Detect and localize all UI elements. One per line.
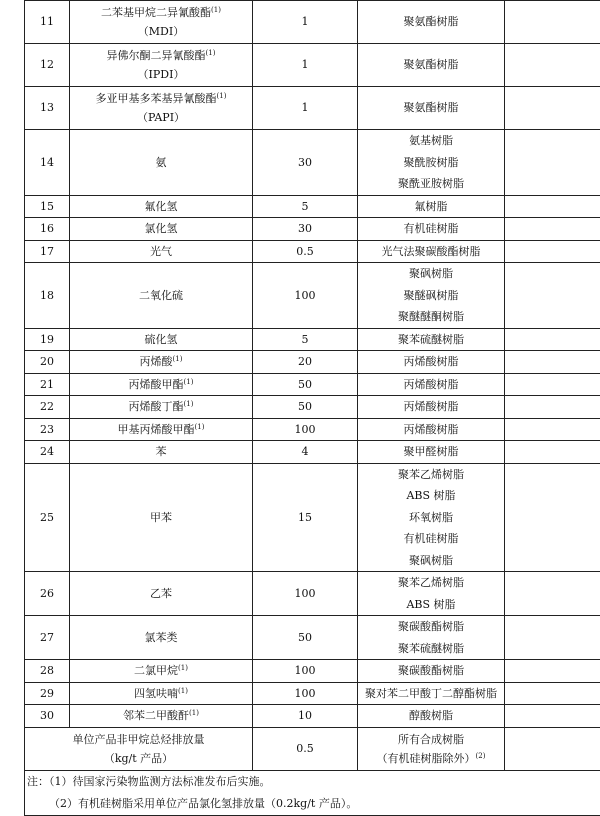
footnote-marker: (1) [184,400,194,408]
emission-limit-value: 5 [302,333,309,346]
pollutant-name-text: （PAPI） [137,111,185,124]
pollutant-name [70,87,253,130]
emission-limit [253,195,358,218]
emission-limit-value: 30 [298,156,312,169]
pollutant-name-text: 苯 [156,445,167,458]
resin-type: 丙烯酸树脂 [360,351,502,373]
row-number [25,218,70,241]
emission-limit [253,660,358,683]
pollutant-name-text: 乙苯 [150,587,172,600]
resin-type: 聚氨酯树脂 [360,97,502,119]
table-row [25,572,600,616]
table-row [25,396,600,419]
blank-cell [505,1,600,44]
blank-cell [505,572,600,616]
pollutant-name-text: （MDI） [138,25,184,38]
resin-type: ABS 树脂 [360,594,502,616]
row-number [25,463,70,572]
footnote-marker: (1) [206,49,216,57]
resin-types [358,418,505,441]
row-number-text: 21 [40,378,54,391]
resin-type: 聚酰亚胺树脂 [360,173,502,195]
resin-type: 聚砜树脂 [360,263,502,285]
resin-types [358,218,505,241]
resin-types [358,396,505,419]
row-number-text: 25 [40,511,54,524]
emission-limit [253,396,358,419]
blank-cell [505,373,600,396]
pollutant-name-line [72,329,250,351]
blank-cell [505,328,600,351]
pollutant-name [70,1,253,44]
pollutant-name-text: 光气 [150,245,172,258]
emission-limit [253,351,358,374]
resin-type: 聚苯乙烯树脂 [360,572,502,594]
pollutant-name-line [72,196,250,218]
pollutant-name-text: （IPDI） [138,68,185,81]
row-number-text: 20 [40,355,54,368]
emission-limit-value: 10 [298,709,312,722]
pollutant-name-line [72,351,250,373]
summary-label-line: 单位产品非甲烷总烃排放量 [27,730,250,749]
table-row [25,218,600,241]
row-number [25,418,70,441]
row-number-text: 29 [40,687,54,700]
pollutant-name [70,572,253,616]
pollutant-name [70,195,253,218]
table-row [25,441,600,464]
pollutant-name-line [72,3,250,22]
row-number [25,195,70,218]
row-number [25,44,70,87]
pollutant-name [70,682,253,705]
table-row [25,263,600,329]
pollutant-name-text: 丙烯酸 [140,355,173,368]
emission-limits-table [24,0,600,816]
row-number [25,616,70,660]
emission-limit [253,373,358,396]
resin-types [358,373,505,396]
row-number-text: 28 [40,664,54,677]
blank-cell [505,660,600,683]
resin-type: 丙烯酸树脂 [360,374,502,396]
row-number [25,660,70,683]
pollutant-name-text: 丙烯酸甲酯 [129,378,184,391]
resin-types [358,351,505,374]
emission-limit-value: 100 [295,289,316,302]
blank-cell [505,682,600,705]
pollutant-name [70,660,253,683]
footnote-marker: (1) [178,687,188,695]
pollutant-name [70,351,253,374]
emission-limit [253,44,358,87]
row-number-text: 22 [40,400,54,413]
pollutant-name [70,263,253,329]
emission-limit [253,418,358,441]
resin-types [358,195,505,218]
resin-types [358,660,505,683]
pollutant-name-text: 硫化氢 [145,333,178,346]
pollutant-name [70,441,253,464]
note-line: 注：（1）待国家污染物监测方法标准发布后实施。 [27,771,600,793]
emission-limit [253,130,358,196]
table-notes [25,770,600,815]
row-number [25,441,70,464]
footnote-marker: (1) [178,664,188,672]
row-number [25,328,70,351]
summary-resins [358,727,505,770]
pollutant-name-line [72,152,250,174]
row-number [25,1,70,44]
summary-resin-line [360,749,502,768]
table-row [25,660,600,683]
emission-limit-value: 5 [302,200,309,213]
table-row [25,705,600,728]
resin-type: 有机硅树脂 [360,528,502,550]
resin-type: 氟树脂 [360,196,502,218]
emission-limit-value: 1 [302,101,309,114]
emission-limit [253,240,358,263]
pollutant-name-text: 四氢呋喃 [134,687,178,700]
pollutant-name-text: 甲基丙烯酸甲酯 [118,423,195,436]
resin-type: 聚碳酸酯树脂 [360,660,502,682]
row-number-text: 23 [40,423,54,436]
blank-cell [505,705,600,728]
resin-type: 醇酸树脂 [360,705,502,727]
blank-cell [505,396,600,419]
pollutant-name-text: 邻苯二甲酸酐 [123,709,189,722]
resin-types [358,616,505,660]
resin-types [358,441,505,464]
resin-type: 聚氨酯树脂 [360,54,502,76]
resin-type: 聚苯硫醚树脂 [360,638,502,660]
pollutant-name-text: 二氯甲烷 [134,664,178,677]
table-row [25,463,600,572]
summary-label-line: （kg/t 产品） [27,749,250,768]
pollutant-name-text: 丙烯酸丁酯 [129,400,184,413]
resin-types [358,463,505,572]
row-number-text: 30 [40,709,54,722]
resin-type: 丙烯酸树脂 [360,396,502,418]
resin-type: 有机硅树脂 [360,218,502,240]
pollutant-name-line [72,241,250,263]
pollutant-name-line [72,89,250,108]
row-number-text: 12 [40,58,54,71]
resin-type: 聚氨酯树脂 [360,11,502,33]
summary-label [25,727,253,770]
pollutant-name [70,44,253,87]
row-number [25,351,70,374]
blank-cell [505,418,600,441]
table-row [25,682,600,705]
footnote-marker: (1) [211,6,221,14]
emission-limit [253,572,358,616]
row-number-text: 27 [40,631,54,644]
note-line: （2）有机硅树脂采用单位产品氯化氢排放量（0.2kg/t 产品）。 [27,793,600,815]
resin-type: 聚砜树脂 [360,550,502,572]
pollutant-name-text: 二氧化硫 [139,289,183,302]
emission-limit [253,682,358,705]
summary-limit-value: 0.5 [296,742,314,755]
pollutant-name [70,240,253,263]
pollutant-name-line [72,46,250,65]
pollutant-name [70,705,253,728]
emission-limit-value: 100 [295,587,316,600]
emission-limit-value: 100 [295,423,316,436]
row-number-text: 15 [40,200,54,213]
pollutant-name-line [72,683,250,705]
resin-types [358,1,505,44]
pollutant-name-line [72,583,250,605]
emission-limit-value: 4 [302,445,309,458]
pollutant-name-text: 氯苯类 [145,631,178,644]
resin-types [358,87,505,130]
pollutant-name-text: 二苯基甲烷二异氰酸酯 [101,6,211,19]
resin-type: 聚酰胺树脂 [360,152,502,174]
emission-limit-value: 15 [298,511,312,524]
blank-cell [505,218,600,241]
resin-type: 环氧树脂 [360,507,502,529]
pollutant-name [70,616,253,660]
pollutant-name-line [72,65,250,84]
row-number [25,373,70,396]
pollutant-name-line [72,441,250,463]
emission-limit-value: 100 [295,687,316,700]
pollutant-name-line [72,218,250,240]
row-number-text: 16 [40,222,54,235]
pollutant-name [70,130,253,196]
resin-types [358,328,505,351]
footnote-marker: (1) [173,355,183,363]
row-number [25,263,70,329]
table-row [25,328,600,351]
notes-row [25,770,600,815]
row-number [25,572,70,616]
table-row [25,616,600,660]
emission-limit [253,87,358,130]
blank-cell [505,240,600,263]
emission-limit-value: 100 [295,664,316,677]
emission-limit-value: 50 [298,378,312,391]
row-number [25,240,70,263]
footnote-marker: (1) [195,423,205,431]
footnote-marker: (2) [476,752,486,760]
row-number-text: 17 [40,245,54,258]
resin-type: 聚醚醚酮树脂 [360,306,502,328]
blank-cell [505,130,600,196]
table-row [25,44,600,87]
blank-cell [505,441,600,464]
emission-limit [253,328,358,351]
pollutant-name-line [72,108,250,127]
pollutant-name-line [72,419,250,441]
pollutant-name-line [72,627,250,649]
table-row [25,1,600,44]
emission-limit [253,1,358,44]
row-number [25,705,70,728]
pollutant-name-text: 氯化氢 [145,222,178,235]
pollutant-name-line [72,374,250,396]
emission-limit-value: 0.5 [296,245,314,258]
table-row [25,87,600,130]
resin-type: 丙烯酸树脂 [360,419,502,441]
pollutant-name-text: 氟化氢 [145,200,178,213]
emission-limit [253,441,358,464]
table-row [25,195,600,218]
emission-limit-value: 20 [298,355,312,368]
summary-resin-text: （有机硅树脂除外） [377,752,476,765]
resin-types [358,263,505,329]
resin-types [358,44,505,87]
pollutant-name-line [72,22,250,41]
pollutant-name [70,418,253,441]
summary-resin-text: 所有合成树脂 [398,733,464,746]
emission-limit [253,705,358,728]
summary-limit [253,727,358,770]
resin-types [358,705,505,728]
resin-types [358,130,505,196]
resin-type: 聚醚砜树脂 [360,285,502,307]
row-number-text: 14 [40,156,54,169]
summary-row [25,727,600,770]
emission-limit [253,263,358,329]
table-row [25,130,600,196]
blank-cell [505,616,600,660]
pollutant-name [70,463,253,572]
table-row [25,351,600,374]
emission-limit-value: 30 [298,222,312,235]
footnote-marker: (1) [217,92,227,100]
emission-limit-value: 50 [298,631,312,644]
table-row [25,373,600,396]
row-number-text: 26 [40,587,54,600]
row-number [25,130,70,196]
resin-type: 聚甲醛树脂 [360,441,502,463]
emission-limit [253,616,358,660]
footnote-marker: (1) [189,709,199,717]
row-number [25,396,70,419]
resin-types [358,572,505,616]
pollutant-name-line [72,660,250,682]
blank-cell [505,463,600,572]
pollutant-name-line [72,507,250,529]
table-row [25,418,600,441]
emission-limit-value: 50 [298,400,312,413]
blank-cell [505,87,600,130]
resin-type: 聚对苯二甲酸丁二醇酯树脂 [360,683,502,705]
emission-limit [253,463,358,572]
pollutant-name-line [72,285,250,307]
resin-types [358,240,505,263]
resin-type: 聚碳酸酯树脂 [360,616,502,638]
resin-type: 聚苯乙烯树脂 [360,464,502,486]
pollutant-name-text: 氨 [156,156,167,169]
row-number [25,682,70,705]
pollutant-name-text: 甲苯 [150,511,172,524]
row-number-text: 11 [40,15,54,28]
row-number-text: 24 [40,445,54,458]
blank-cell [505,44,600,87]
blank-cell [505,351,600,374]
pollutant-name-line [72,396,250,418]
row-number [25,87,70,130]
resin-type: 光气法聚碳酸酯树脂 [360,241,502,263]
table-body [25,1,600,816]
emission-limit-value: 1 [302,58,309,71]
blank-cell [505,727,600,770]
resin-type: 氨基树脂 [360,130,502,152]
blank-cell [505,195,600,218]
pollutant-name [70,373,253,396]
summary-resin-line [360,730,502,749]
emission-limits-table-page [24,0,582,816]
emission-limit [253,218,358,241]
pollutant-name [70,328,253,351]
footnote-marker: (1) [184,378,194,386]
resin-type: ABS 树脂 [360,485,502,507]
resin-types [358,682,505,705]
pollutant-name [70,396,253,419]
pollutant-name-text: 异佛尔酮二异氰酸酯 [107,49,206,62]
row-number-text: 13 [40,101,54,114]
emission-limit-value: 1 [302,15,309,28]
pollutant-name-line [72,705,250,727]
row-number-text: 19 [40,333,54,346]
row-number-text: 18 [40,289,54,302]
resin-type: 聚苯硫醚树脂 [360,329,502,351]
pollutant-name-text: 多亚甲基多苯基异氰酸酯 [96,92,217,105]
table-row [25,240,600,263]
blank-cell [505,263,600,329]
pollutant-name [70,218,253,241]
